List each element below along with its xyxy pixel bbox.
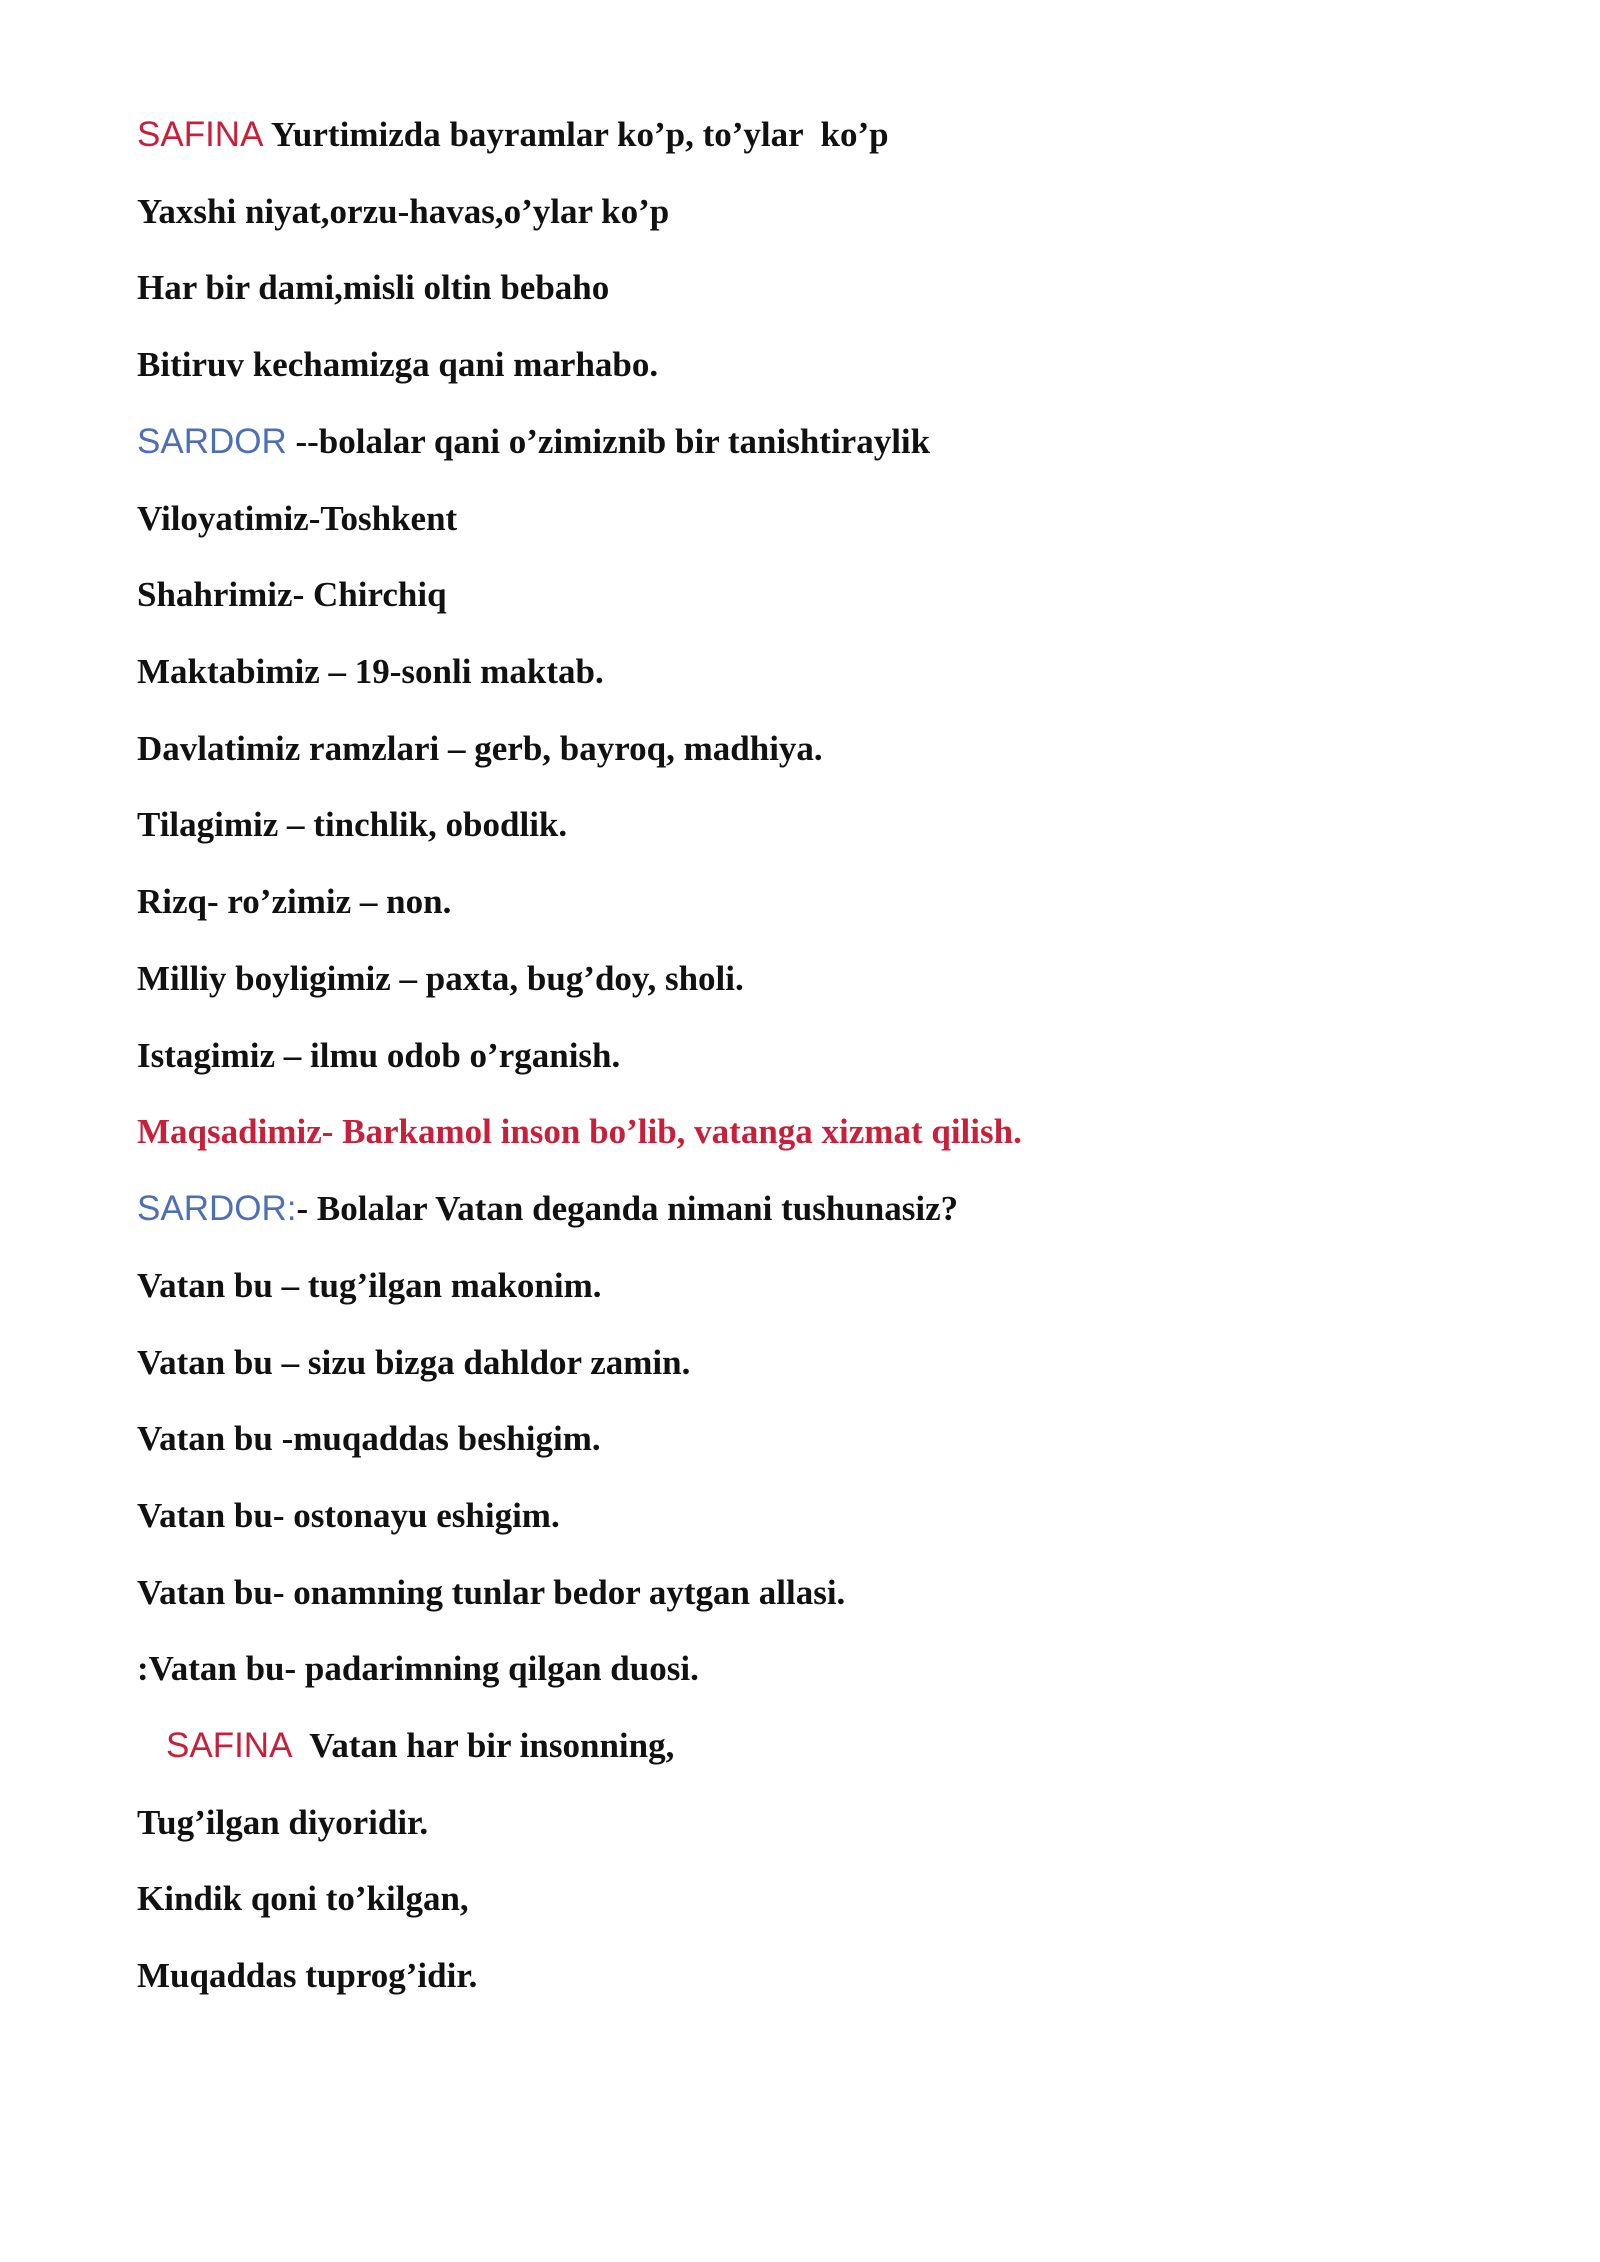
line-22: [166, 1724, 674, 1768]
line-text: --bolalar qani o’zimiznib bir tanishtiraylik: [286, 422, 931, 461]
line-14-highlight: [137, 1110, 1022, 1154]
line-text: Bitiruv kechamizga qani marhabo.: [137, 345, 659, 384]
line-text: Milliy boyligimiz – paxta, bug’doy, sholi.: [137, 959, 744, 998]
line-text: Yaxshi niyat,orzu-havas,o’ylar ko’p: [137, 192, 670, 231]
line-text: Kindik qoni to’kilgan,: [137, 1879, 469, 1918]
line-text: Istagimiz – ilmu odob o’rganish.: [137, 1036, 621, 1075]
speaker-safina: SAFINA: [137, 115, 264, 154]
line-text: Muqaddas tuprog’idir.: [137, 1956, 478, 1995]
line-text: Rizq- ro’zimiz – non.: [137, 882, 452, 921]
line-text: - Bolalar Vatan deganda nimani tushunasiz?: [296, 1189, 959, 1228]
line-6: [137, 497, 457, 541]
line-text: :Vatan bu- padarimning qilgan duosi.: [137, 1649, 699, 1688]
line-text: Vatan bu- onamning tunlar bedor aytgan allasi.: [137, 1573, 846, 1612]
line-24: [137, 1877, 469, 1921]
line-20: [137, 1571, 845, 1615]
line-text: Vatan bu- ostonayu eshigim.: [137, 1496, 560, 1535]
line-text: Har bir dami,misli oltin bebaho: [137, 268, 610, 307]
line-25: [137, 1954, 477, 1998]
line-text: Davlatimiz ramzlari – gerb, bayroq, madhiya.: [137, 729, 823, 768]
line-17: [137, 1341, 690, 1385]
line-text: Maktabimiz – 19-sonli maktab.: [137, 652, 604, 691]
line-13: [137, 1034, 620, 1078]
line-text: Maqsadimiz- Barkamol inson bo’lib, vatanga xizmat qilish.: [137, 1112, 1022, 1151]
speaker-sardor: SARDOR:: [137, 1189, 297, 1228]
line-7: [137, 573, 447, 617]
line-text: Yurtimizda bayramlar ko’p, to’ylar ko’p: [263, 115, 889, 154]
line-10: [137, 803, 567, 847]
line-text: Shahrimiz- Chirchiq: [137, 575, 447, 614]
line-16: [137, 1264, 602, 1308]
line-8: [137, 650, 604, 694]
line-text: Vatan bu – tug’ilgan makonim.: [137, 1266, 602, 1305]
line-text: Tilagimiz – tinchlik, obodlik.: [137, 805, 568, 844]
line-text: Tug’ilgan diyoridir.: [137, 1803, 429, 1842]
speaker-safina: SAFINA: [166, 1726, 293, 1765]
line-4: [137, 343, 658, 387]
line-18: [137, 1417, 601, 1461]
line-5: [137, 420, 930, 464]
speaker-sardor: SARDOR: [137, 422, 287, 461]
line-21: [137, 1647, 699, 1691]
line-19: [137, 1494, 560, 1538]
line-15: [137, 1187, 958, 1231]
line-text: Vatan bu -muqaddas beshigim.: [137, 1419, 601, 1458]
line-3: [137, 266, 609, 310]
line-1: [137, 113, 889, 157]
line-text: Vatan har bir insonning,: [292, 1726, 675, 1765]
line-11: [137, 880, 451, 924]
line-12: [137, 957, 744, 1001]
line-text: Viloyatimiz-Toshkent: [137, 499, 458, 538]
line-9: [137, 727, 823, 771]
line-text: Vatan bu – sizu bizga dahldor zamin.: [137, 1343, 691, 1382]
line-2: [137, 190, 669, 234]
line-23: [137, 1801, 428, 1845]
